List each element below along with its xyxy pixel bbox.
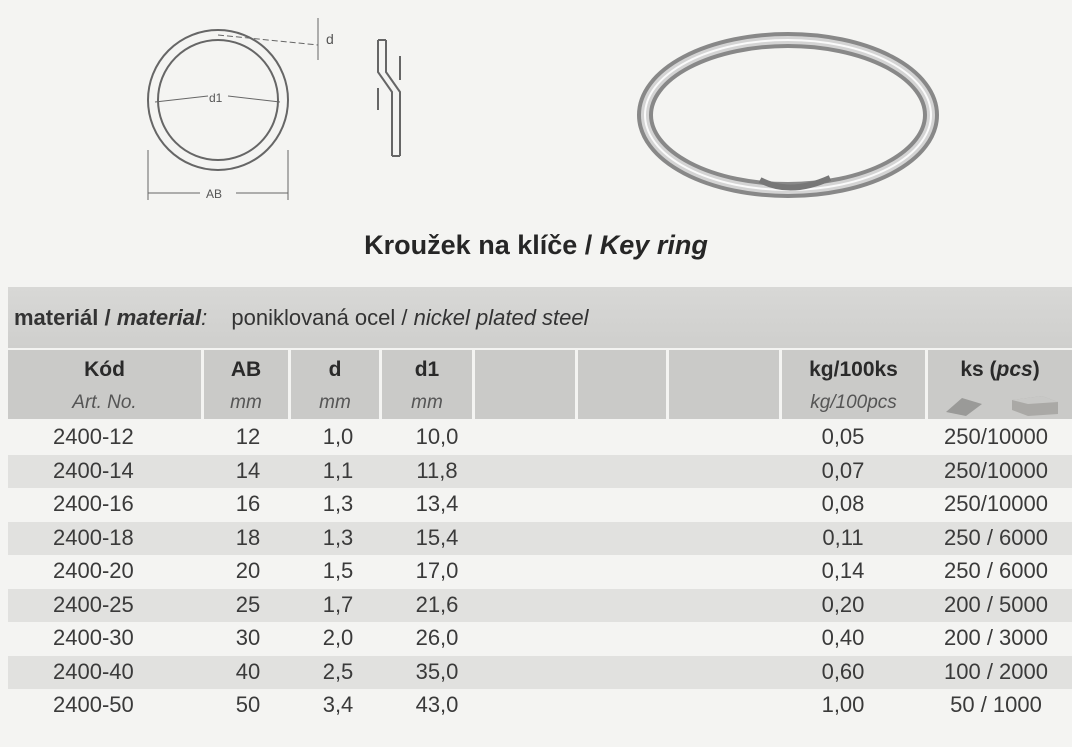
- material-value-en: nickel plated steel: [413, 305, 589, 330]
- cell-ab: 12: [235, 424, 261, 449]
- cell-d: 1,5: [322, 558, 354, 583]
- cell-ab: 16: [235, 491, 261, 516]
- cell-code: 2400-50: [53, 692, 134, 717]
- package-icons: [942, 390, 1062, 418]
- cell-d1: 11,8: [416, 457, 458, 483]
- cell-d: 1,0: [322, 424, 354, 449]
- header-code-sub: Art. No.: [72, 392, 137, 413]
- cell-ks: 250/10000: [944, 424, 1048, 449]
- table-row: [8, 522, 1072, 555]
- cell-ab: 30: [235, 625, 261, 650]
- cell-ab: 50: [235, 692, 261, 717]
- cell-kg: 0,05: [821, 424, 865, 449]
- cell-kg: 0,11: [822, 524, 864, 550]
- cell-code: 2400-20: [53, 558, 134, 583]
- cell-ks: 100 / 2000: [944, 658, 1048, 684]
- cell-kg: 0,60: [821, 658, 865, 684]
- cell-ab: 20: [235, 558, 261, 583]
- header-ks: [928, 350, 1072, 419]
- technical-drawing: [148, 18, 400, 200]
- cell-d: 2,0: [322, 625, 354, 650]
- material-value-cz: poniklovaná ocel /: [231, 305, 408, 330]
- table-row: [8, 455, 1072, 488]
- label-d1: d1: [209, 91, 223, 105]
- cell-d: 1,3: [322, 491, 354, 516]
- cell-d: 1,7: [322, 591, 354, 617]
- cell-d1: 43,0: [415, 692, 459, 717]
- cell-ks: 250/10000: [944, 491, 1048, 516]
- header-kg-sub: kg/100pcs: [810, 392, 897, 413]
- header-d1-sub: mm: [411, 392, 443, 413]
- cell-ks: 250/10000: [944, 457, 1048, 483]
- product-illustration: [0, 0, 1072, 220]
- cell-d: 1,1: [322, 457, 354, 483]
- header-kg: [782, 350, 925, 419]
- header-d-main: d: [328, 358, 342, 381]
- cell-ab: 14: [235, 457, 261, 483]
- header-d-sub: mm: [319, 392, 351, 413]
- cell-ks: 200 / 5000: [944, 591, 1048, 617]
- material-colon: :: [201, 305, 208, 330]
- cell-kg: 0,40: [821, 625, 865, 650]
- key-ring-photo: [645, 40, 931, 190]
- page-title: [0, 230, 1072, 261]
- table-row: [8, 421, 1072, 454]
- header-d1-main: d1: [414, 358, 440, 381]
- cell-d1: 35,0: [415, 658, 459, 684]
- cell-d: 3,4: [322, 692, 354, 717]
- title-cz: Kroužek na klíče /: [364, 230, 593, 260]
- table-row: [8, 656, 1072, 689]
- label-ab: AB: [206, 187, 223, 201]
- header-ab: [204, 350, 288, 419]
- cell-code: 2400-40: [53, 658, 134, 684]
- header-d1: [382, 350, 472, 419]
- table-row: [8, 622, 1072, 655]
- header-code: [8, 350, 201, 419]
- cell-ab: 18: [235, 524, 261, 550]
- cell-kg: 1,00: [821, 692, 865, 717]
- table-row: [8, 555, 1072, 588]
- cell-ab: 25: [235, 591, 261, 617]
- cell-code: 2400-16: [53, 491, 134, 516]
- cell-code: 2400-12: [53, 424, 134, 449]
- cell-ks: 50 / 1000: [950, 692, 1042, 717]
- cell-ks: 200 / 3000: [944, 625, 1048, 650]
- header-empty-1: [475, 350, 575, 419]
- header-ab-sub: mm: [230, 392, 262, 413]
- cell-kg: 0,14: [821, 558, 865, 583]
- label-d: d: [326, 31, 334, 47]
- cell-code: 2400-30: [53, 625, 134, 650]
- cell-kg: 0,07: [821, 457, 865, 483]
- header-d: [291, 350, 379, 419]
- header-empty-2: [578, 350, 666, 419]
- cell-d1: 15,4: [415, 524, 459, 550]
- cell-d1: 17,0: [415, 558, 459, 583]
- cell-code: 2400-25: [53, 591, 134, 617]
- table-row: [8, 488, 1072, 521]
- cell-d1: 13,4: [415, 491, 459, 516]
- header-kg-main: kg/100ks: [809, 358, 898, 381]
- header-ks-end: ): [1032, 358, 1040, 381]
- material-label-cz: materiál /: [14, 305, 111, 330]
- cell-kg: 0,08: [821, 491, 865, 516]
- table-row: [8, 589, 1072, 622]
- table-row: [8, 689, 1072, 722]
- material-line: [14, 305, 589, 331]
- cell-ab: 40: [235, 658, 261, 684]
- header-ks-main: [928, 358, 1072, 382]
- cell-code: 2400-18: [53, 524, 134, 550]
- cell-d1: 21,6: [415, 591, 459, 617]
- cell-code: 2400-14: [53, 457, 134, 483]
- header-code-main: Kód: [84, 358, 125, 381]
- header-ks-en: pcs: [996, 358, 1033, 381]
- cell-d: 2,5: [322, 658, 354, 684]
- cell-kg: 0,20: [821, 591, 865, 617]
- cell-ks: 250 / 6000: [944, 558, 1048, 583]
- header-ks-cz: ks (: [960, 358, 997, 381]
- material-label-en: material: [116, 305, 202, 330]
- header-ab-main: AB: [230, 358, 262, 381]
- cell-d1: 10,0: [415, 424, 459, 449]
- header-empty-3: [669, 350, 779, 419]
- envelope-icon: [946, 398, 982, 416]
- cell-d1: 26,0: [415, 625, 459, 650]
- cell-d: 1,3: [322, 524, 354, 550]
- cell-ks: 250 / 6000: [944, 524, 1048, 550]
- title-en: Key ring: [599, 230, 708, 260]
